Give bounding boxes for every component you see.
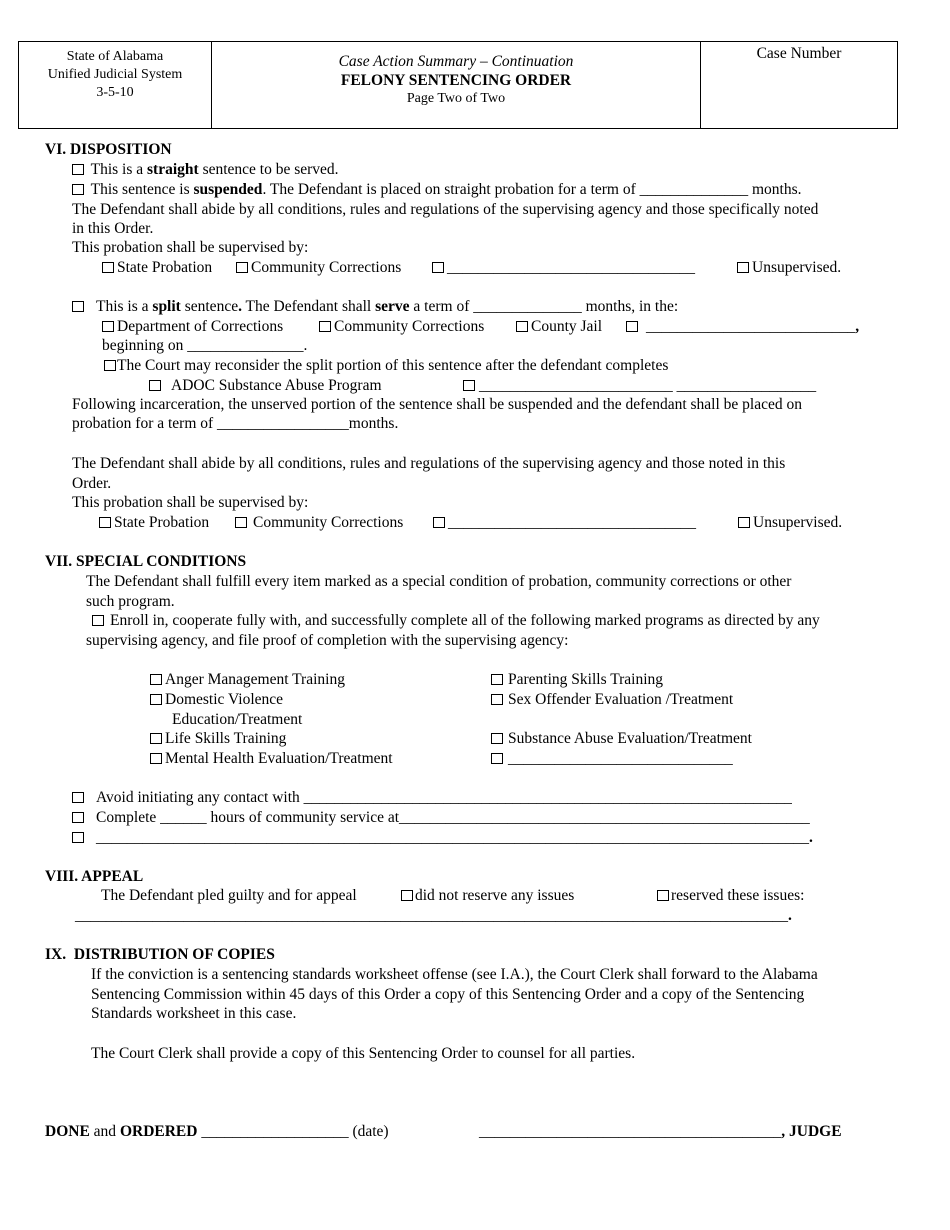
program-parenting [491,670,663,689]
unsupervised-checkbox-2[interactable] [738,517,750,528]
substance-checkbox[interactable] [491,733,503,744]
program-life [150,729,286,748]
anger-label: Anger Management Training [165,671,345,688]
enroll-option [92,611,820,630]
form-title: FELONY SENTENCING ORDER [340,72,572,89]
straight-bold: straight [147,161,199,178]
cc-label-2: Community Corrections [253,514,404,531]
other-checkbox-2[interactable] [433,517,445,528]
program-anger [150,670,345,689]
doc-option [102,317,283,336]
enroll-text-a: Enroll in, cooperate fully with, and successfully complete all of the following marked programs as directed by any [110,612,820,629]
split-text-d: a term of ______________ months, in the: [409,298,679,315]
state-probation-checkbox-1[interactable] [102,262,114,273]
cc-checkbox-split[interactable] [319,321,331,332]
split-sentence-option [72,297,678,316]
straight-text-b: sentence to be served. [198,161,339,178]
mental-checkbox[interactable] [150,753,162,764]
cc-label-split: Community Corrections [334,318,485,335]
distribution-text-c: Standards worksheet in this case. [91,1005,297,1022]
split-bold: split [152,298,181,315]
adoc-label: ADOC Substance Abuse Program [171,377,382,394]
issuer-cell [19,42,212,128]
reserved-issues-line [75,906,792,925]
split-dot: . [238,298,242,315]
section-vi-heading: VI. DISPOSITION [45,141,172,158]
reconsider-checkbox[interactable] [104,360,116,371]
reserved-option [657,886,804,905]
anger-checkbox[interactable] [150,674,162,685]
supervised-by-2: This probation shall be supervised by: [72,494,309,511]
other-condition-dot: . [809,829,813,846]
unsupervised-label-2: Unsupervised. [753,514,843,531]
doc-checkbox[interactable] [102,321,114,332]
suspended-sentence-option [72,180,802,199]
section-ix-title: DISTRIBUTION OF COPIES [73,946,275,963]
program-other [491,749,733,768]
unsupervised-label-1: Unsupervised. [752,259,842,276]
judge-label: , JUDGE [781,1123,842,1140]
susp-text-b: . The Defendant is placed on straight probation for a term of ______________ months. [262,181,802,198]
enroll-text-b: supervising agency, and file proof of completion with the supervising agency: [86,632,569,649]
distribution-text-d: The Court Clerk shall provide a copy of this Sentencing Order to counsel for all parties. [91,1045,636,1062]
abide-text-1a: The Defendant shall abide by all conditions, rules and regulations of the supervising agency and those specifically noted [72,201,819,218]
other-condition-blank[interactable]: ____________________________________________________________________________________________ [96,829,809,846]
other-blank-1[interactable]: ________________________________ [447,259,695,276]
unsupervised-option-1 [737,258,841,277]
judge-signature-line [479,1122,842,1141]
beginning-on: beginning on _______________. [102,337,308,354]
case-number-label: Case Number [756,45,842,62]
straight-checkbox[interactable] [72,164,84,175]
appeal-text: The Defendant pled guilty and for appeal [101,887,357,904]
judicial-system: Unified Judicial System [47,67,183,82]
dv-checkbox[interactable] [150,694,162,705]
sex-offender-checkbox[interactable] [491,694,503,705]
enroll-checkbox[interactable] [92,615,104,626]
and-label: and [89,1123,120,1140]
cc-option-1 [236,258,401,277]
unsupervised-checkbox-1[interactable] [737,262,749,273]
section-viii-heading: VIII. APPEAL [45,868,144,885]
jail-label: County Jail [531,318,603,335]
form-header [18,41,898,129]
program-other-checkbox[interactable] [491,753,503,764]
done-label: DONE [45,1123,90,1140]
done-ordered-line [45,1122,389,1141]
reserved-checkbox[interactable] [657,890,669,901]
other-option-1 [432,258,695,277]
state-probation-label-2: State Probation [114,514,210,531]
unsupervised-option-2 [738,513,842,532]
judge-signature-blank[interactable]: _______________________________________ [479,1123,782,1140]
susp-bold: suspended [193,181,263,198]
no-issues-checkbox[interactable] [401,890,413,901]
straight-text-a: This is a [90,161,148,178]
form-date: 3-5-10 [96,85,134,100]
other-checkbox-1[interactable] [432,262,444,273]
jail-option [516,317,602,336]
community-service-checkbox[interactable] [72,812,84,823]
state-probation-option-2 [99,513,209,532]
cc-option-2 [235,513,403,532]
section-ix-number: IX. [45,946,67,963]
state-probation-label-1: State Probation [117,259,213,276]
split-text-b: sentence [180,298,239,315]
other-blank-2[interactable]: ________________________________ [448,514,696,531]
community-service-text[interactable]: Complete ______ hours of community service at_____________________________________________________ [96,809,810,826]
split-text-a: This is a [96,298,153,315]
substance-label: Substance Abuse Evaluation/Treatment [508,730,752,747]
form-subtitle: Case Action Summary – Continuation [338,53,574,70]
no-issues-label: did not reserve any issues [415,887,575,904]
avoid-contact-option [72,788,792,807]
following-text-a: Following incarceration, the unserved portion of the sentence shall be suspended and the defendant shall be placed on [72,396,802,413]
doc-label: Department of Corrections [117,318,284,335]
cc-checkbox-2[interactable] [235,517,247,528]
date-blank[interactable]: ___________________ (date) [197,1123,389,1140]
sex-offender-label: Sex Offender Evaluation /Treatment [508,691,734,708]
ordered-label: ORDERED [119,1123,198,1140]
section-ix-heading [45,945,275,964]
reserved-label: reserved these issues: [671,887,805,904]
avoid-contact-checkbox[interactable] [72,792,84,803]
reserved-issues-dot: . [788,907,792,924]
abide-text-1b: in this Order. [72,220,154,237]
dv-label: Domestic Violence [165,691,284,708]
avoid-contact-text[interactable]: Avoid initiating any contact with _______________________________________________________________ [96,789,792,806]
supervision-options-1 [102,258,212,277]
mental-label: Mental Health Evaluation/Treatment [165,750,393,767]
program-other-blank[interactable]: _____________________________ [508,750,733,767]
other-option-2 [433,513,696,532]
adoc-option [149,376,382,395]
abide-text-2a: The Defendant shall abide by all conditions, rules and regulations of the supervising agency and those noted in this [72,455,786,472]
page-indicator: Page Two of Two [406,91,506,106]
other-option-split [626,317,859,336]
program-substance [491,729,752,748]
distribution-text-b: Sentencing Commission within 45 days of this Order a copy of this Sentencing Order and a copy of the Sentencing [91,986,805,1003]
adoc-checkbox[interactable] [149,380,161,391]
adoc-other-blank[interactable]: _________________________ __________________ [479,377,817,394]
other-checkbox-split[interactable] [626,321,638,332]
parenting-checkbox[interactable] [491,674,503,685]
distribution-text-a: If the conviction is a sentencing standards worksheet offense (see I.A.), the Court Clerk shall forward to the Alabama [91,966,818,983]
jail-checkbox[interactable] [516,321,528,332]
cc-option-split [319,317,484,336]
abide-text-2b: Order. [72,475,112,492]
comma: , [855,318,860,335]
reconsider-option [104,356,668,375]
section-vii-heading: VII. SPECIAL CONDITIONS [45,553,247,570]
life-label: Life Skills Training [165,730,287,747]
split-serve: serve [375,298,410,315]
suspended-checkbox[interactable] [72,184,84,195]
special-text-b: such program. [86,593,175,610]
adoc-other-checkbox[interactable] [463,380,475,391]
straight-sentence-option [72,160,339,179]
program-mental [150,749,393,768]
dv-label-cont: Education/Treatment [172,711,303,728]
community-service-option [72,808,810,827]
split-text-c: The Defendant shall [241,298,376,315]
cc-label-1: Community Corrections [251,259,402,276]
life-checkbox[interactable] [150,733,162,744]
split-checkbox[interactable] [72,301,84,312]
special-text-a: The Defendant shall fulfill every item marked as a special condition of probation, community corrections or other [86,573,792,590]
parenting-label: Parenting Skills Training [508,671,664,688]
supervised-by-1: This probation shall be supervised by: [72,239,309,256]
case-number-cell[interactable] [700,42,897,128]
state-probation-checkbox-2[interactable] [99,517,111,528]
other-condition-checkbox[interactable] [72,832,84,843]
cc-checkbox-1[interactable] [236,262,248,273]
adoc-other-option [463,376,816,395]
state-name: State of Alabama [66,49,164,64]
reconsider-label: The Court may reconsider the split portion of this sentence after the defendant completes [117,357,669,374]
reserved-issues-blank[interactable]: ____________________________________________________________________________________________ [75,907,788,924]
program-dv [150,690,283,709]
other-blank-split[interactable]: ___________________________ [646,318,856,335]
program-sex-offender [491,690,733,709]
other-condition-option [72,828,813,847]
title-cell [212,42,700,128]
susp-text-a: This sentence is [90,181,194,198]
no-issues-option [401,886,574,905]
following-text-b: probation for a term of _________________months. [72,415,399,432]
